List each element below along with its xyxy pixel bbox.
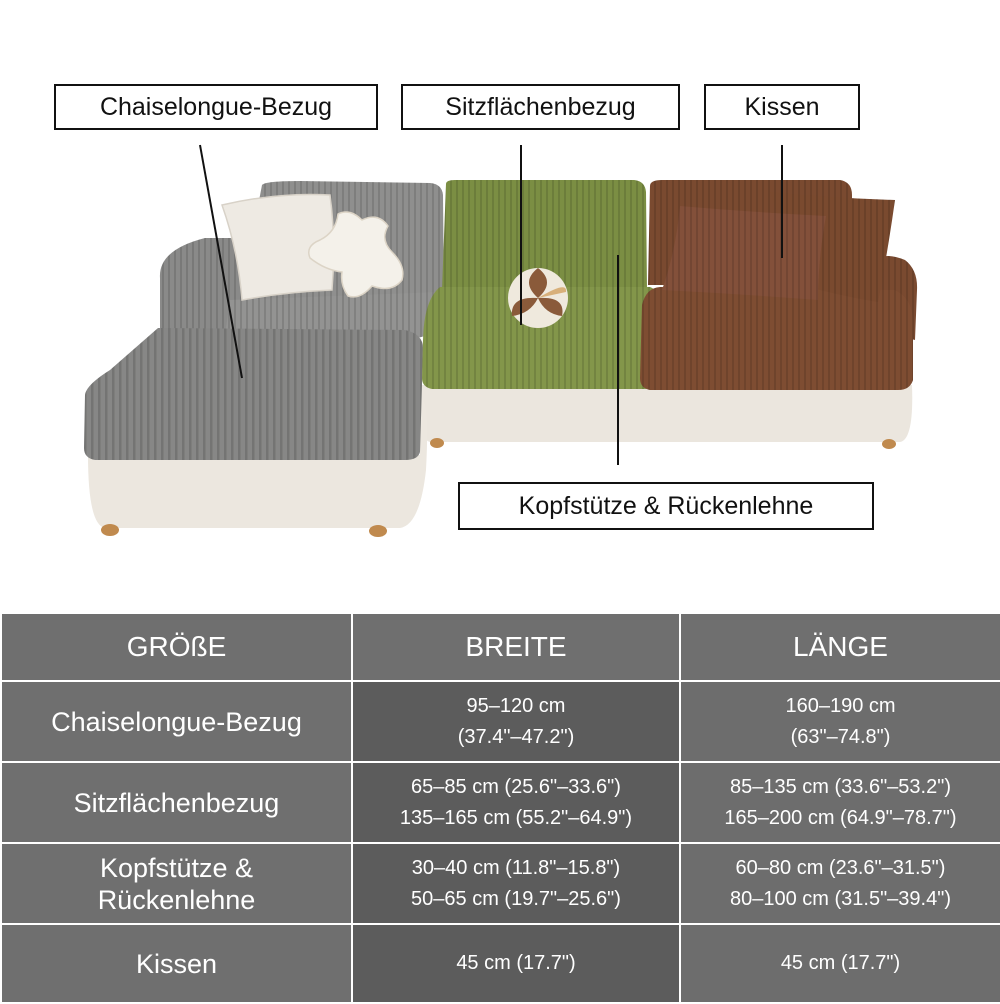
length-value bbox=[680, 681, 1000, 762]
length-line: 160–190 cm bbox=[785, 694, 896, 717]
brown-pillows bbox=[662, 192, 895, 302]
label-seat-cover: Sitzflächenbezug bbox=[401, 84, 680, 130]
header-width: BREITE bbox=[352, 613, 680, 681]
row-name-line: Kissen bbox=[135, 948, 218, 979]
width-line: 45 cm (17.7") bbox=[456, 952, 576, 974]
row-name bbox=[1, 843, 352, 924]
row-name bbox=[1, 762, 352, 843]
ball-pillow bbox=[508, 268, 568, 328]
width-value bbox=[352, 681, 680, 762]
row-name-line: Kopfstütze & bbox=[99, 852, 254, 883]
width-line: 65–85 cm (25.6"–33.6") bbox=[411, 775, 621, 798]
width-line: (37.4"–47.2") bbox=[457, 725, 575, 748]
length-line: 60–80 cm (23.6"–31.5") bbox=[735, 856, 946, 879]
table-row bbox=[1, 843, 1000, 924]
row-name-line: Chaiselongue-Bezug bbox=[51, 706, 302, 737]
length-line: 45 cm (17.7") bbox=[780, 952, 901, 974]
width-value bbox=[352, 843, 680, 924]
table-row bbox=[1, 762, 1000, 843]
row-name bbox=[1, 924, 352, 1003]
row-name-line: Sitzflächenbezug bbox=[73, 787, 280, 818]
table-row bbox=[1, 924, 1000, 1003]
width-line: 50–65 cm (19.7"–25.6") bbox=[411, 887, 621, 910]
width-value bbox=[352, 924, 680, 1003]
length-value bbox=[680, 762, 1000, 843]
row-name-line: Rückenlehne bbox=[97, 884, 256, 915]
header-size: GRÖßE bbox=[1, 613, 352, 681]
header-length: LÄNGE bbox=[680, 613, 1000, 681]
label-backrest-cover: Kopfstütze & Rückenlehne bbox=[458, 482, 874, 530]
length-value bbox=[680, 924, 1000, 1003]
table-header-row bbox=[1, 613, 1000, 681]
length-line: 165–200 cm (64.9"–78.7") bbox=[724, 806, 957, 829]
table-row bbox=[1, 681, 1000, 762]
length-line: 80–100 cm (31.5"–39.4") bbox=[729, 887, 951, 910]
label-chaise-cover: Chaiselongue-Bezug bbox=[54, 84, 378, 130]
width-line: 30–40 cm (11.8"–15.8") bbox=[411, 856, 621, 879]
width-value bbox=[352, 762, 680, 843]
length-line: 85–135 cm (33.6"–53.2") bbox=[729, 775, 951, 798]
row-name bbox=[1, 681, 352, 762]
width-line: 95–120 cm bbox=[466, 694, 566, 717]
width-line: 135–165 cm (55.2"–64.9") bbox=[399, 806, 633, 829]
size-table bbox=[0, 612, 1000, 1004]
chaise-cover bbox=[84, 328, 423, 460]
length-line: (63"–74.8") bbox=[790, 725, 891, 748]
label-pillow: Kissen bbox=[704, 84, 860, 130]
brown-seat-cover bbox=[640, 287, 913, 390]
length-value bbox=[680, 843, 1000, 924]
